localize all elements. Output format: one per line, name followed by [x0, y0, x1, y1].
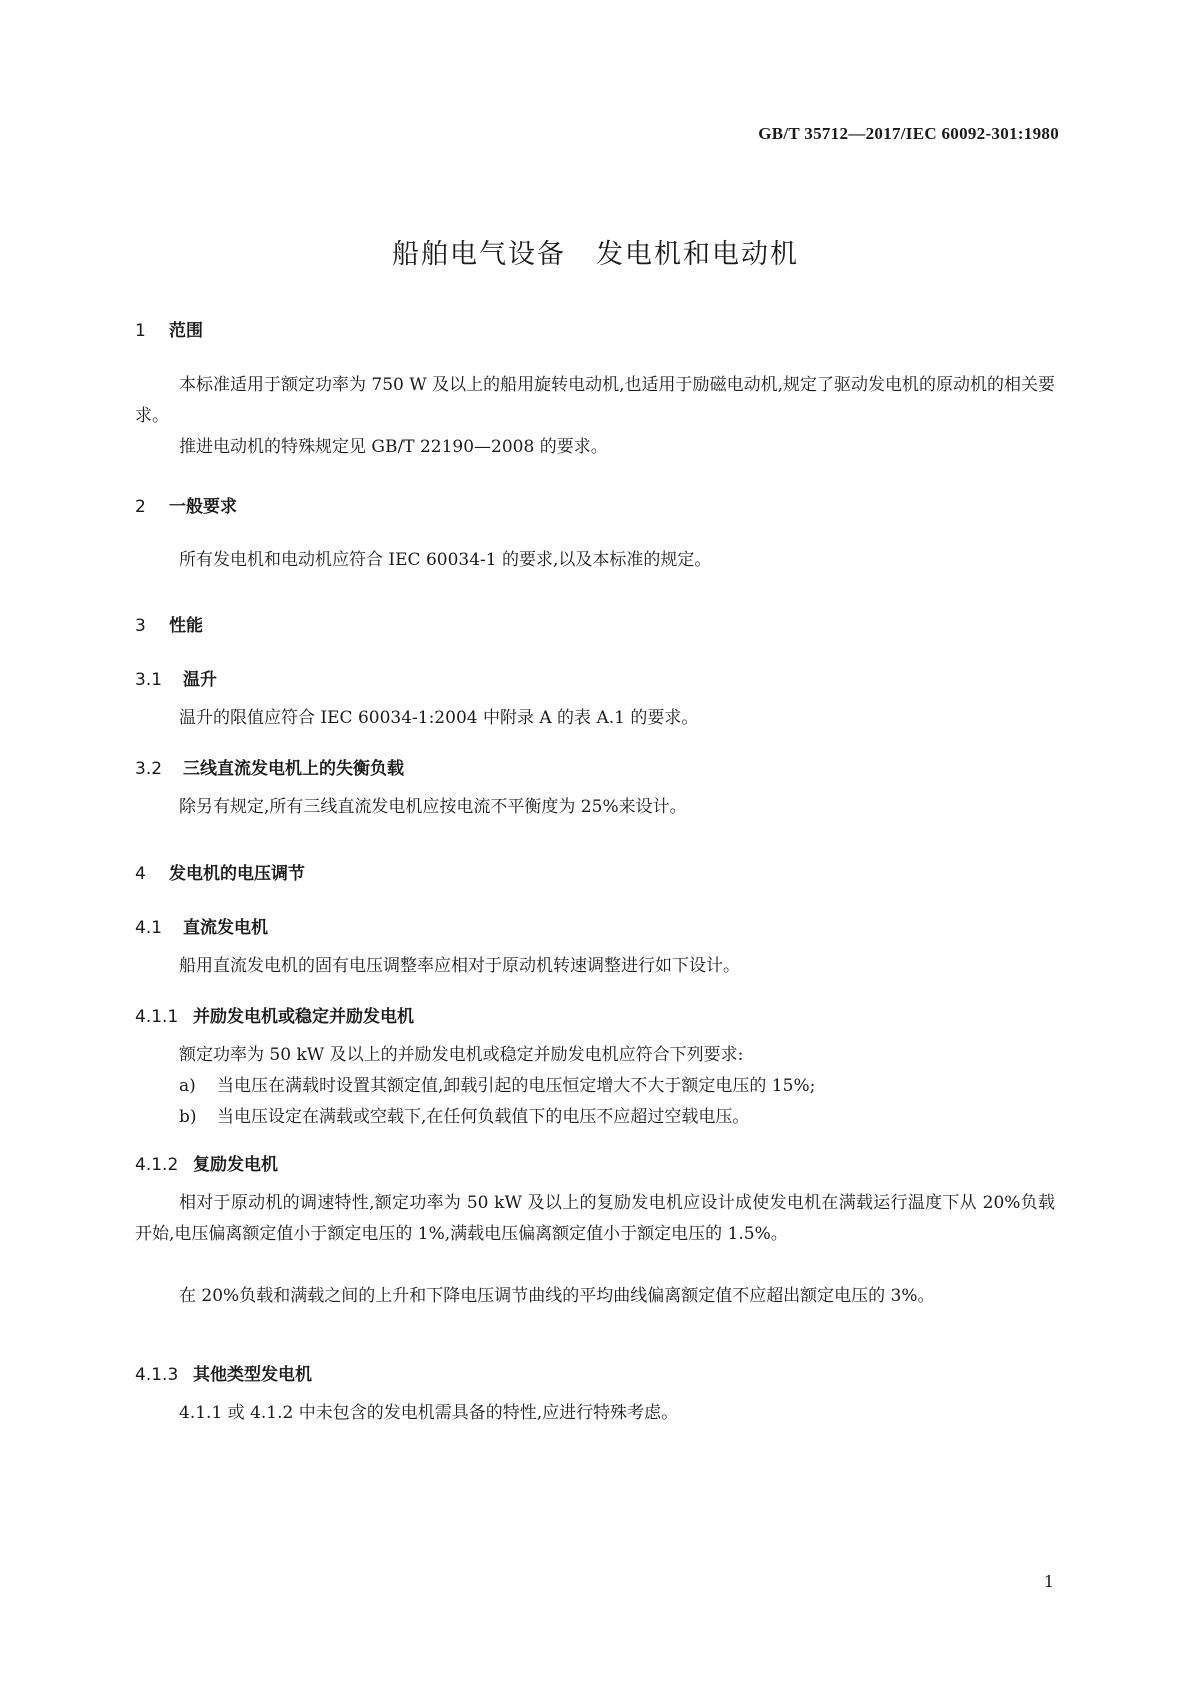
section-title: 范围: [169, 321, 203, 341]
list-item-text: 当电压在满载时设置其额定值,卸载引起的电压恒定增大不大于额定电压的 15%;: [217, 1076, 816, 1096]
section-number: 3: [135, 616, 146, 636]
section-2-heading: [135, 492, 237, 517]
section-4-1-paragraph-1: 船用直流发电机的固有电压调整率应相对于原动机转速调整进行如下设计。: [179, 956, 740, 976]
section-3-2-paragraph-1: 除另有规定,所有三线直流发电机应按电流不平衡度为 25%来设计。: [179, 797, 687, 817]
section-4-1-3-paragraph-1: 4.1.1 或 4.1.2 中未包含的发电机需具备的特性,应进行特殊考虑。: [179, 1403, 679, 1423]
section-3-2-heading: [135, 754, 404, 779]
title-part-1: 船舶电气设备: [392, 239, 566, 270]
section-number: 4.1.2: [135, 1155, 179, 1175]
section-2-paragraph-1: 所有发电机和电动机应符合 IEC 60034-1 的要求,以及本标准的规定。: [179, 550, 712, 570]
section-3-1-heading: [135, 665, 217, 690]
section-1-paragraph-1: 本标准适用于额定功率为 750 W 及以上的船用旋转电动机,也适用于励磁电动机,规定了驱动发电机的原动机的相关要求。: [135, 375, 1055, 426]
section-number: 3.1: [135, 670, 163, 690]
section-number: 4.1.1: [135, 1007, 179, 1027]
section-1-heading: [135, 316, 203, 341]
section-4-1-heading: [135, 913, 268, 938]
section-3-1-paragraph-1: 温升的限值应符合 IEC 60034-1:2004 中附录 A 的表 A.1 的要求。: [179, 708, 699, 728]
section-number: 3.2: [135, 759, 163, 779]
section-4-1-2-heading: [135, 1150, 278, 1175]
section-title: 温升: [183, 670, 217, 690]
title-part-2: 发电机和电动机: [596, 239, 799, 270]
section-number: 2: [135, 497, 146, 517]
section-number: 4: [135, 864, 146, 884]
section-4-1-1-heading: [135, 1002, 414, 1027]
list-item: [179, 1071, 1059, 1102]
section-4-1-2-paragraph-1: 相对于原动机的调速特性,额定功率为 50 kW 及以上的复励发电机应设计成使发电机在满载运行温度下从 20%负载开始,电压偏离额定值小于额定电压的 1%,满载电压偏离额定值小于额定电压的 1.5%。: [135, 1193, 1055, 1244]
section-4-1-2-paragraph-2: 在 20%负载和满载之间的上升和下降电压调节曲线的平均曲线偏离额定值不应超出额定电压的 3%。: [179, 1286, 935, 1306]
list-item: [179, 1102, 1059, 1133]
section-4-heading: [135, 859, 305, 884]
page-number: 1: [1043, 1572, 1054, 1591]
section-title: 其他类型发电机: [193, 1365, 312, 1385]
section-4-1-3-heading: [135, 1360, 312, 1385]
standard-code: GB/T 35712—2017/IEC 60092-301:1980: [758, 124, 1059, 143]
list-item-text: 当电压设定在满载或空载下,在任何负载值下的电压不应超过空载电压。: [217, 1107, 750, 1127]
section-title: 三线直流发电机上的失衡负载: [183, 759, 404, 779]
section-number: 1: [135, 321, 146, 341]
list-marker: b): [179, 1107, 197, 1127]
section-4-1-1-paragraph-1: 额定功率为 50 kW 及以上的并励发电机或稳定并励发电机应符合下列要求:: [179, 1045, 744, 1065]
section-number: 4.1: [135, 918, 163, 938]
section-1-paragraph-2: 推进电动机的特殊规定见 GB/T 22190—2008 的要求。: [179, 437, 608, 457]
section-title: 直流发电机: [183, 918, 268, 938]
section-title: 复励发电机: [193, 1155, 278, 1175]
section-title: 发电机的电压调节: [169, 864, 305, 884]
list-marker: a): [179, 1076, 196, 1096]
section-title: 并励发电机或稳定并励发电机: [193, 1007, 414, 1027]
section-title: 一般要求: [169, 497, 237, 517]
section-3-heading: [135, 611, 203, 636]
section-number: 4.1.3: [135, 1365, 179, 1385]
section-title: 性能: [169, 616, 203, 636]
document-title: [0, 232, 1191, 271]
